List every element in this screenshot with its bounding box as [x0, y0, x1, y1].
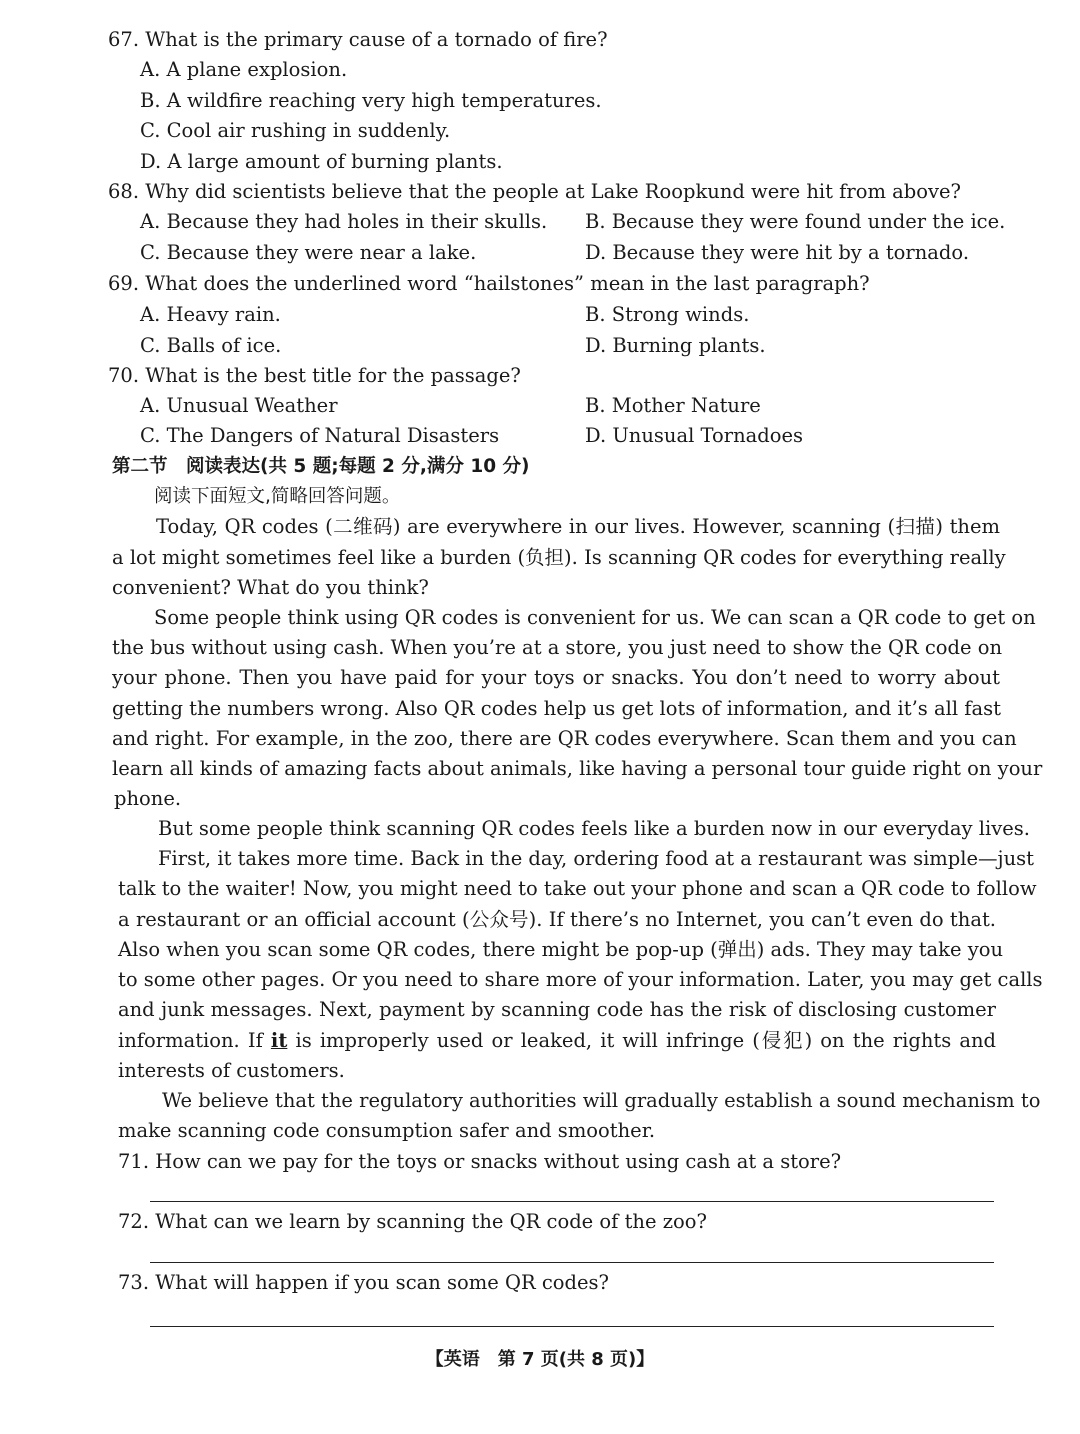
question-stem: 67. What is the primary cause of a tornado of fire?	[108, 28, 608, 51]
option-c: C. Because they were near a lake.	[140, 241, 477, 264]
page-footer: 【英语 第 7 页(共 8 页)】	[425, 1349, 655, 1370]
open-question: 73. What will happen if you scan some QR codes?	[118, 1271, 609, 1294]
option-a: A. A plane explosion.	[140, 58, 348, 81]
passage-line: talk to the waiter! Now, you might need to take out your phone and scan a QR code to follow	[118, 877, 1037, 900]
option-a: A. Heavy rain.	[140, 303, 281, 326]
question-stem: 69. What does the underlined word “hailstones” mean in the last paragraph?	[108, 272, 870, 295]
option-c: C. Balls of ice.	[140, 334, 282, 357]
answer-line[interactable]	[150, 1326, 994, 1327]
passage-line: Today, QR codes (二维码) are everywhere in our lives. However, scanning (扫描) them	[156, 515, 1000, 538]
question-stem: 68. Why did scientists believe that the people at Lake Roopkund were hit from above?	[108, 180, 962, 203]
passage-text: information. If	[118, 1029, 271, 1052]
passage-line: and junk messages. Next, payment by scanning code has the risk of disclosing customer	[118, 998, 996, 1021]
passage-line: to some other pages. Or you need to share more of your information. Later, you may get calls	[118, 968, 1043, 991]
section-heading: 第二节 阅读表达(共 5 题;每题 2 分,满分 10 分)	[112, 456, 530, 477]
passage-line: getting the numbers wrong. Also QR codes help us get lots of information, and it’s all fast	[112, 697, 1001, 720]
passage-line: a lot might sometimes feel like a burden (负担). Is scanning QR codes for everything really	[112, 546, 1006, 569]
passage-line: interests of customers.	[118, 1059, 345, 1082]
option-c: C. The Dangers of Natural Disasters	[140, 424, 500, 447]
question-stem: 70. What is the best title for the passage?	[108, 364, 521, 387]
passage-line: We believe that the regulatory authorities will gradually establish a sound mechanism to	[162, 1089, 1041, 1112]
section-instruction: 阅读下面短文,简略回答问题。	[154, 486, 401, 507]
option-d: D. Burning plants.	[585, 334, 766, 357]
passage-line: learn all kinds of amazing facts about animals, like having a personal tour guide right on your	[112, 757, 1043, 780]
passage-line: make scanning code consumption safer and smoother.	[118, 1119, 656, 1142]
passage-line: your phone. Then you have paid for your toys or snacks. You don’t need to worry about	[112, 666, 1000, 689]
option-b: B. Because they were found under the ice.	[585, 210, 1006, 233]
option-c: C. Cool air rushing in suddenly.	[140, 119, 451, 142]
passage-line: and right. For example, in the zoo, there are QR codes everywhere. Scan them and you can	[112, 727, 1017, 750]
open-question: 72. What can we learn by scanning the QR code of the zoo?	[118, 1210, 707, 1233]
passage-line: Some people think using QR codes is convenient for us. We can scan a QR code to get on	[154, 606, 1036, 629]
passage-line: phone.	[114, 787, 182, 810]
passage-line-underlined	[118, 1029, 996, 1053]
passage-line: a restaurant or an official account (公众号). If there’s no Internet, you can’t even do that.	[118, 908, 996, 931]
passage-line: the bus without using cash. When you’re at a store, you just need to show the QR code on	[112, 636, 1003, 659]
passage-line: But some people think scanning QR codes feels like a burden now in our everyday lives.	[158, 817, 1030, 840]
answer-line[interactable]	[150, 1262, 994, 1263]
option-d: D. Because they were hit by a tornado.	[585, 241, 970, 264]
option-a: A. Unusual Weather	[140, 394, 338, 417]
option-a: A. Because they had holes in their skulls.	[140, 210, 548, 233]
option-b: B. Mother Nature	[585, 394, 761, 417]
option-d: D. Unusual Tornadoes	[585, 424, 804, 447]
option-b: B. A wildfire reaching very high temperatures.	[140, 89, 602, 112]
passage-line: convenient? What do you think?	[112, 576, 429, 599]
open-question: 71. How can we pay for the toys or snacks without using cash at a store?	[118, 1150, 842, 1173]
underlined-word: it	[270, 1029, 288, 1052]
passage-line: Also when you scan some QR codes, there might be pop-up (弹出) ads. They may take you	[118, 938, 1004, 961]
option-d: D. A large amount of burning plants.	[140, 150, 503, 173]
option-b: B. Strong winds.	[585, 303, 750, 326]
answer-line[interactable]	[150, 1201, 994, 1202]
passage-text: is improperly used or leaked, it will infringe (侵犯) on the rights and	[287, 1029, 997, 1052]
passage-line: First, it takes more time. Back in the day, ordering food at a restaurant was simple—just	[158, 847, 1035, 870]
